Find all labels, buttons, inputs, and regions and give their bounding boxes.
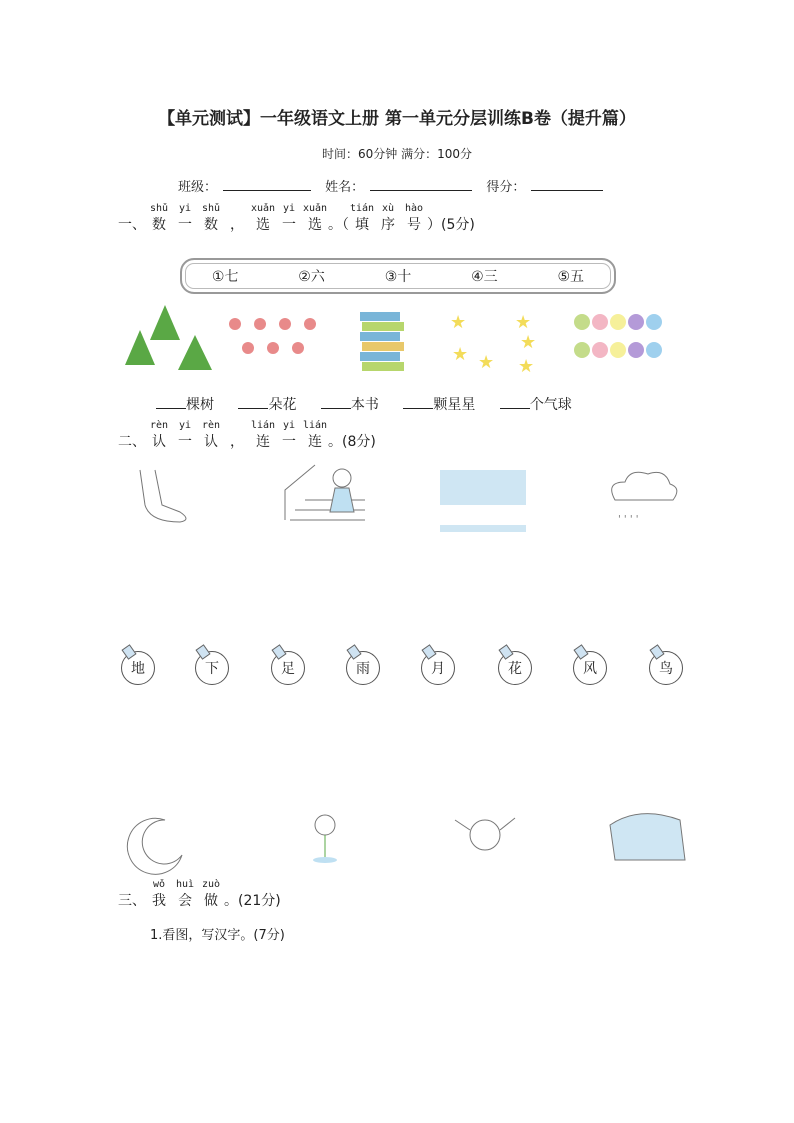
- class-field[interactable]: [223, 178, 311, 191]
- wind-tree-image: [610, 814, 685, 860]
- flower-image: [313, 815, 337, 863]
- rain-cloud-image: [612, 472, 677, 525]
- pinyin: rèn: [149, 420, 169, 431]
- hanzi: 认: [152, 434, 166, 450]
- hanzi: 一: [178, 217, 192, 233]
- foot-image: [140, 470, 186, 522]
- hanzi: 数: [204, 217, 218, 233]
- hanzi: 选: [256, 217, 270, 233]
- word: 月: [431, 661, 445, 677]
- svg-text:★: ★: [452, 344, 469, 365]
- answer-blank[interactable]: [403, 396, 433, 409]
- svg-text:★: ★: [450, 312, 467, 333]
- svg-text:★: ★: [478, 352, 495, 373]
- word: 足: [281, 661, 295, 677]
- word-circle[interactable]: [421, 651, 455, 685]
- page-title: 【单元测试】一年级语文上册 第一单元分层训练B卷（提升篇）: [158, 109, 636, 129]
- option: ③十: [384, 269, 412, 285]
- pinyin-char: [224, 431, 250, 451]
- pinyin-char: [276, 203, 302, 234]
- pinyin-char: [198, 420, 224, 451]
- word: 地: [131, 661, 145, 677]
- pinyin: yi: [282, 203, 296, 214]
- pinyin: xù: [381, 203, 395, 214]
- pinyin-char: [302, 420, 328, 451]
- section1-heading: 一、 shǔ 数 yi 一 shǔ 数 ， xuǎn 选 yi 一 xuǎn 选 。（ tián 填 xù 序 hào 号 ）(5分): [118, 203, 475, 233]
- pinyin-char: [302, 203, 328, 234]
- stars-image: [450, 312, 536, 377]
- word: 下: [205, 661, 219, 677]
- options-banner: [180, 258, 616, 294]
- pinyin: huì: [175, 879, 195, 890]
- books-image: [360, 312, 404, 371]
- word-circle[interactable]: [121, 651, 155, 685]
- flowers-image: [229, 318, 316, 354]
- word-circle[interactable]: [573, 651, 607, 685]
- option: ⑤五: [557, 269, 585, 285]
- pinyin-char: [172, 879, 198, 910]
- pinyin-char: [328, 214, 349, 234]
- hanzi: 会: [178, 893, 192, 909]
- word-circle[interactable]: [346, 651, 380, 685]
- pinyin-char: [172, 203, 198, 234]
- pinyin-char: [375, 203, 401, 234]
- hanzi: ，: [230, 217, 244, 233]
- moon-image: [127, 818, 182, 874]
- pinyin-char: [224, 214, 250, 234]
- hanzi: 连: [308, 434, 322, 450]
- pinyin: lián: [302, 420, 328, 431]
- word: 风: [583, 661, 597, 677]
- pinyin-char: [146, 420, 172, 451]
- hanzi: 填: [355, 217, 369, 233]
- pinyin: xuǎn: [302, 203, 328, 214]
- option: ④三: [471, 269, 498, 285]
- time-score-line: 时间：60分钟 满分：100分: [322, 147, 472, 161]
- counting-pictures: [120, 300, 680, 382]
- student-info: [178, 176, 613, 195]
- park-image: [440, 470, 526, 532]
- hanzi: 。（: [328, 217, 349, 233]
- hanzi: ，: [230, 434, 244, 450]
- name-field[interactable]: [370, 178, 472, 191]
- score-label: 得分：: [486, 180, 526, 195]
- hanzi: 序: [381, 217, 395, 233]
- class-label: 班级：: [178, 180, 218, 195]
- answer-blank[interactable]: [238, 396, 268, 409]
- hanzi: 连: [256, 434, 270, 450]
- pinyin-char: [250, 203, 276, 234]
- svg-text:★: ★: [520, 332, 537, 353]
- pinyin-char: [250, 420, 276, 451]
- trees-image: [125, 305, 212, 370]
- answer-blank[interactable]: [156, 396, 186, 409]
- pinyin: yi: [282, 420, 296, 431]
- stairs-girl-image: [285, 465, 365, 520]
- word-circle[interactable]: [271, 651, 305, 685]
- pinyin: shǔ: [149, 203, 169, 214]
- word-circle[interactable]: [498, 651, 532, 685]
- word: 花: [508, 661, 522, 677]
- pinyin-char: [146, 879, 172, 910]
- section3-heading: 三、 wǒ 我 huì 会 zuò 做 。(21分): [118, 879, 281, 909]
- pinyin: yi: [178, 203, 192, 214]
- pinyin: wǒ: [152, 879, 166, 890]
- pinyin-char: [349, 203, 375, 234]
- option: ①七: [211, 269, 239, 285]
- hanzi: 做: [204, 893, 218, 909]
- pinyin: yi: [178, 420, 192, 431]
- hanzi: 选: [308, 217, 322, 233]
- answer-blank[interactable]: [321, 396, 351, 409]
- pinyin-char: [401, 203, 427, 234]
- count-blanks: 棵树 朵花 本书 颗星星 个气球: [156, 394, 592, 414]
- pinyin: zuò: [201, 879, 221, 890]
- hanzi: 一: [282, 434, 296, 450]
- word: 雨: [356, 661, 370, 677]
- question-1: 1.看图，写汉字。(7分): [150, 928, 285, 943]
- word-circle[interactable]: [195, 651, 229, 685]
- option: ②六: [298, 269, 325, 285]
- pinyin-char: [172, 420, 198, 451]
- svg-text:' ' ' ': ' ' ' ': [618, 514, 639, 525]
- score-field[interactable]: [531, 178, 603, 191]
- word-circle[interactable]: [649, 651, 683, 685]
- name-label: 姓名：: [325, 180, 365, 195]
- answer-blank[interactable]: [500, 396, 530, 409]
- pinyin: tián: [349, 203, 375, 214]
- hanzi: 数: [152, 217, 166, 233]
- pinyin: lián: [250, 420, 276, 431]
- pinyin-char: [146, 203, 172, 234]
- pinyin-char: [276, 420, 302, 451]
- bird-image: [455, 818, 515, 850]
- hanzi: 一: [178, 434, 192, 450]
- pinyin: xuǎn: [250, 203, 276, 214]
- pinyin: shǔ: [201, 203, 221, 214]
- balloons-image: [574, 314, 662, 358]
- hanzi: 一: [282, 217, 296, 233]
- section2-heading: 二、 rèn 认 yi 一 rèn 认 ， lián 连 yi 一 lián 连 。(8分): [118, 420, 376, 450]
- pinyin: hào: [404, 203, 424, 214]
- pinyin-char: [198, 879, 224, 910]
- hanzi: 认: [204, 434, 218, 450]
- pinyin: rèn: [201, 420, 221, 431]
- svg-text:★: ★: [515, 312, 532, 333]
- word: 鸟: [659, 661, 673, 677]
- pinyin-char: [198, 203, 224, 234]
- svg-text:★: ★: [518, 356, 535, 377]
- hanzi: 号: [407, 217, 421, 233]
- hanzi: 我: [152, 893, 166, 909]
